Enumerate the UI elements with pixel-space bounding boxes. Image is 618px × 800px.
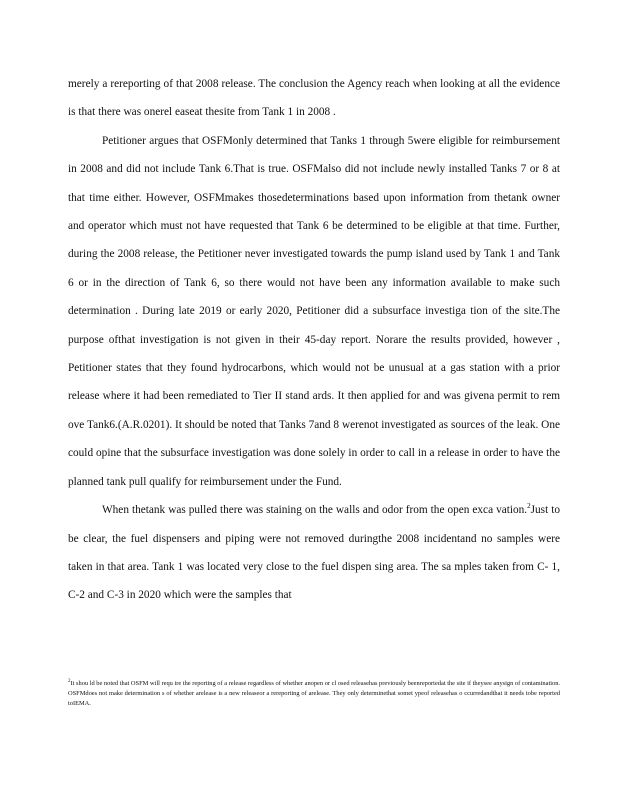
body-text <box>68 70 560 610</box>
footnote-marker: 2 <box>68 678 71 684</box>
footnote <box>68 679 560 708</box>
paragraph-3-text-after-ref: Just to be clear, the fuel dispensers and piping were not removed duringthe 2008 incidentand no samples were taken in that area. Tank 1 was located very close to the fuel dispen sing area. The sa mples taken from C- 1, C-2 and C-3 in 2020 which were the samples that <box>68 504 560 602</box>
paragraph-3-text-before-ref: When thetank was pulled there was staining on the walls and odor from the open exca vation. <box>102 504 528 517</box>
paragraph-3 <box>68 496 560 610</box>
footnote-reference: 2 <box>527 502 531 511</box>
paragraph-1: merely a rereporting of that 2008 release. The conclusion the Agency reach when looking at all the evidence is that there was onerel easeat thesite from Tank 1 in 2008 . <box>68 78 560 119</box>
paragraph-2: Petitioner argues that OSFMonly determined that Tanks 1 through 5were eligible for reimbursement in 2008 and did not include Tank 6.That is true. OSFMalso did not include newly installed Tanks 7 or 8 at that time either. However, OSFMmakes thosedeterminations based upon information from thetank owner and operator which must not have requested that Tank 6 be determined to be eligible at that time. Further, during the 2008 release, the Petitioner never investigated towards the pump island used by Tank 1 and Tank 6 or in the direction of Tank 6, so there would not have been any information available to make such determination . During late 2019 or early 2020, Petitioner did a subsurface investiga tion of the site.The purpose ofthat investigation is not given in their 45-day report. Norare the results provided, however , Petitioner states that they found hydrocarbons, which would not be unusual at a gas station with a prior release where it had been remediated to Tier II stand ards. It then applied for and was givena permit to rem ove Tank6.(A.R.0201). It should be noted that Tanks 7and 8 werenot investigated as sources of the leak. One could opine that the subsurface investigation was done solely in order to call in a release in order to have the planned tank pull qualify for reimbursement under the Fund. <box>68 134 560 488</box>
footnote-text: It shou ld be noted that OSFM will requ ire the reporting of a release regardless of whether anopen or cl osed releasehas previously beenreportedat the site if theysee anysign of contamination. OSFMdoes not make determination s of whether arelease is a new releaseor a rereporting of arelease. They only determinethat somet ypeof releasehas o ccurredandthat it needs tobe reported toIEMA. <box>68 680 560 707</box>
